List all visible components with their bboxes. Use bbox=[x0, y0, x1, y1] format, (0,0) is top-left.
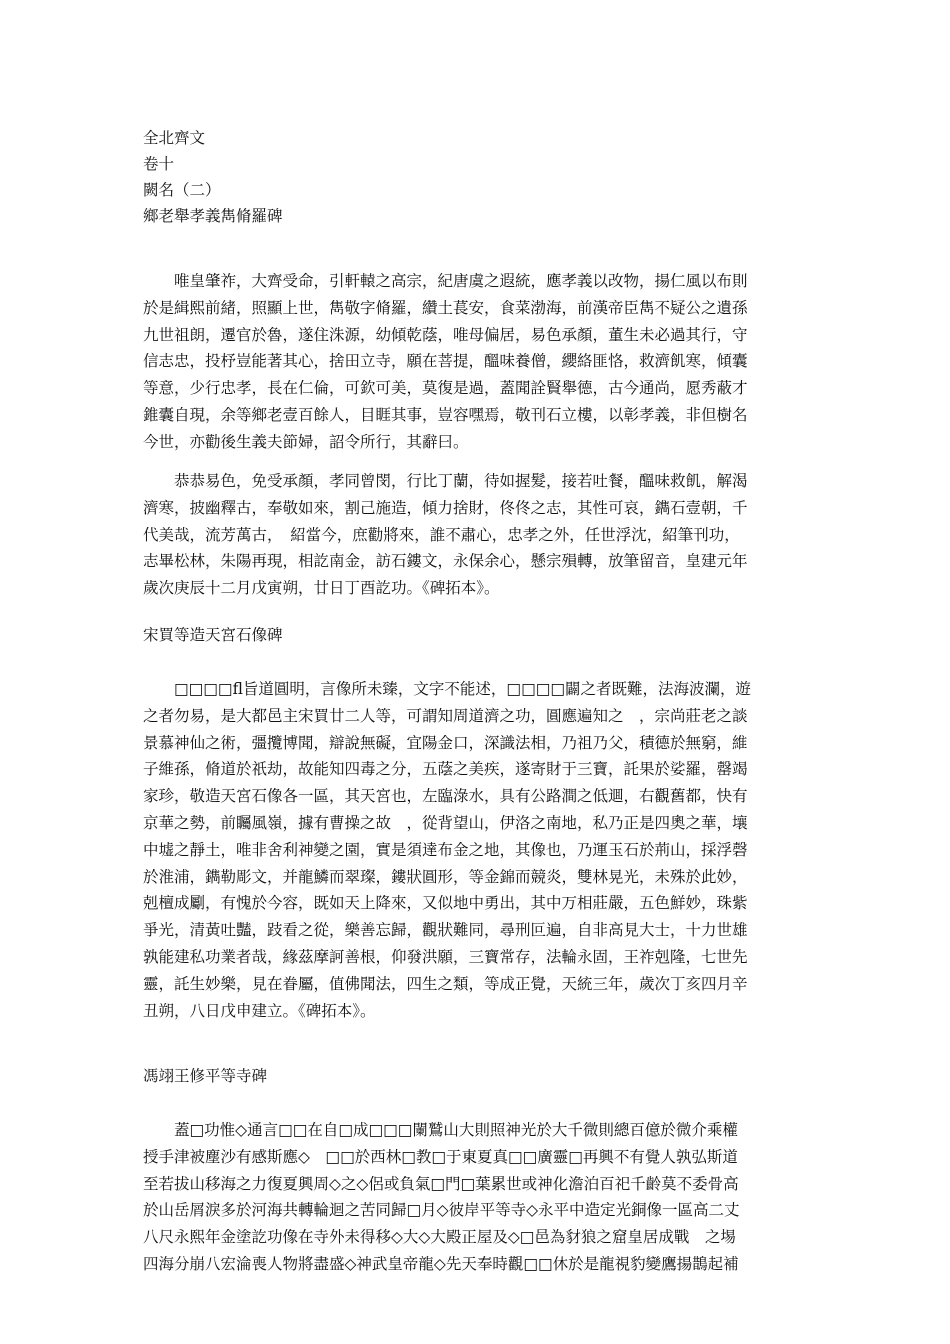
text-line: 孰能建私功業者哉，緣茲摩訶善根，仰發洪願，三寶常存，法輪永固，王祚剋隆，七世先 bbox=[143, 947, 748, 966]
inscription-title: 馮翊王修平等寺碑 bbox=[143, 1067, 268, 1085]
paragraph-preface bbox=[143, 268, 748, 456]
text-line: □□□□fl旨道圓明，言像所未臻，文字不能述，□□□□闢之者既難，法海波瀾，遊 bbox=[143, 680, 751, 698]
text-line: 八尺永熙年金塗訖功像在寺外未得移◇大◇大殿正屋及◇□邑為豺狼之窟皇居成戰 之埸 bbox=[143, 1228, 736, 1247]
text-line: 京華之勢，前矚風嶺，據有曹操之故 ，從背望山，伊洛之南地，私乃正是四奧之華，壤 bbox=[143, 813, 748, 832]
text-line: 信志忠，投杼豈能著其心，捨田立寺，願在菩提，醞味養僧，纓絡匪恪，救濟飢寒，傾囊 bbox=[143, 352, 748, 371]
text-line: 志畢松林，朱陽再現，相訖南金，訪石鏤文，永保余心，懸宗殞轉，放筆留音，皇建元年 bbox=[143, 552, 748, 571]
text-line: 今世，亦勸後生義夫節婦，詔令所行，其辭曰。 bbox=[143, 432, 469, 451]
section-label: 闕名（二） bbox=[143, 181, 221, 199]
text-line: 唯皇肇祚，大齊受命，引軒轅之高宗，紀唐虞之遐統，應孝義以改物，揚仁風以布則 bbox=[143, 272, 748, 290]
collection-title: 全北齊文 bbox=[143, 129, 206, 147]
text-line: 蓋□功惟◇通言□□在自□成□□□闌鷲山大則照神光於大千微則總百億於微介乘權 bbox=[143, 1121, 738, 1139]
text-line: 歲次庚辰十二月戊寅朔，廿日丁酉訖功。《碑拓本》。 bbox=[143, 579, 500, 598]
text-line: 於是緝熙前緒，照顯上世，雋敬字脩羅，纘土萇安，食菜渤海，前漢帝臣雋不疑公之遺孫 bbox=[143, 298, 748, 317]
paragraph-verse bbox=[143, 468, 748, 602]
text-line: 錐囊自現，余等鄉老壹百餘人，目睚其事，豈容嘿焉，敬刊石立樓，以彰孝義，非但樹名 bbox=[143, 405, 748, 424]
text-line: 剋檀成劚，有愧於今容，既如天上降來，又似地中勇出，其中万相莊嚴，五色鮮妙，珠紫 bbox=[143, 894, 748, 913]
inscription-title: 鄉老舉孝義雋脩羅碑 bbox=[143, 207, 283, 225]
text-line: 至若拔山移海之力復夏興周◇之◇侶或負氣□門□葉累世或神化澹泊百祀千齡莫不委骨高 bbox=[143, 1174, 739, 1193]
text-line: 之者勿易，是大都邑主宋買廿二人等，可謂知周道濟之功，圓應遍知之 ，宗尚莊老之談 bbox=[143, 706, 748, 725]
text-line: 等意，少行忠孝，長在仁倫，可欽可美，莫復是過，蓋聞詮賢舉德，古今通尚，愿秀蔽才 bbox=[143, 379, 748, 398]
text-line: 濟寒，披幽釋古，奉敬如來，割己施造，傾力捨財，佟佟之志，其性可哀，鐫石壹朝，千 bbox=[143, 498, 748, 517]
text-line: 中墟之靜土，唯非舍利神變之園，實是須達布金之地，其像也，乃運玉石於荊山，採浮磬 bbox=[143, 840, 748, 859]
text-line: 四海分崩八宏淪喪人物將盡盛◇神武皇帝龍◇先天奉時觀□□休於是龍視豹變鷹揚鵲起補 bbox=[143, 1254, 739, 1273]
document-header bbox=[143, 125, 283, 229]
text-line: 景慕神仙之術，彊攬博聞，辯說無礙，宜陽金口，深識法相，乃祖乃父，積德於無窮，維 bbox=[143, 733, 748, 752]
text-line: 恭恭易色，免受承顏，孝同曾閔，行比丁蘭，待如握髮，接若吐餐，醞味救飢，解渴 bbox=[143, 472, 748, 490]
text-line: 授手津被塵沙有感斯應◇ □□於西林□教□于東夏真□□廣靈□再興不有覺人孰弘斯道 bbox=[143, 1147, 738, 1166]
text-line: 於淮浦，鐫勒彫文，并龍鱗而翠璨，鏤狀圓形，等金錦而競炎，雙林晃光，未殊於此妙， bbox=[143, 867, 748, 886]
paragraph-fengyi-wang bbox=[143, 1117, 740, 1278]
text-line: 代美哉，流芳萬古， 紹當今，庶勸將來，誰不肅心，忠孝之外，任世浮沈，紹筆刊功， bbox=[143, 525, 740, 544]
text-line: 九世祖朗，遷官於魯，遂住洙源，幼傾乾蔭，唯母偏居，易色承顏，董生未必過其行，守 bbox=[143, 325, 748, 344]
paragraph-song-mai bbox=[143, 676, 751, 1024]
text-line: 靈，託生妙樂，見在眷屬，值佛聞法，四生之類，等成正覺，天統三年，歲次丁亥四月辛 bbox=[143, 974, 748, 993]
inscription-title: 宋買等造天宮石像碑 bbox=[143, 626, 283, 644]
volume-label: 卷十 bbox=[143, 155, 175, 173]
text-line: 家珍，敬造天宮石像各一區，其天宮也，左臨淥水，具有公路澗之低逥，右觀舊都，快有 bbox=[143, 787, 748, 806]
text-line: 丑朔，八日戊申建立。《碑拓本》。 bbox=[143, 1001, 376, 1020]
text-line: 於山岳屑淚多於河海共轉輪迴之苦同歸□月◇彼岸平等寺◇永平中造定光銅像一區高二丈 bbox=[143, 1201, 740, 1220]
text-line: 爭光，清黃吐豔，跂看之從，樂善忘歸，觀狀難同，尋刑叵遍，自非高見大士，十力世雄 bbox=[143, 921, 748, 940]
text-line: 子維孫，脩道於祇劫，故能知四毒之分，五蔭之美疾，遂寄財于三寶，託果於娑羅，罄竭 bbox=[143, 760, 748, 779]
